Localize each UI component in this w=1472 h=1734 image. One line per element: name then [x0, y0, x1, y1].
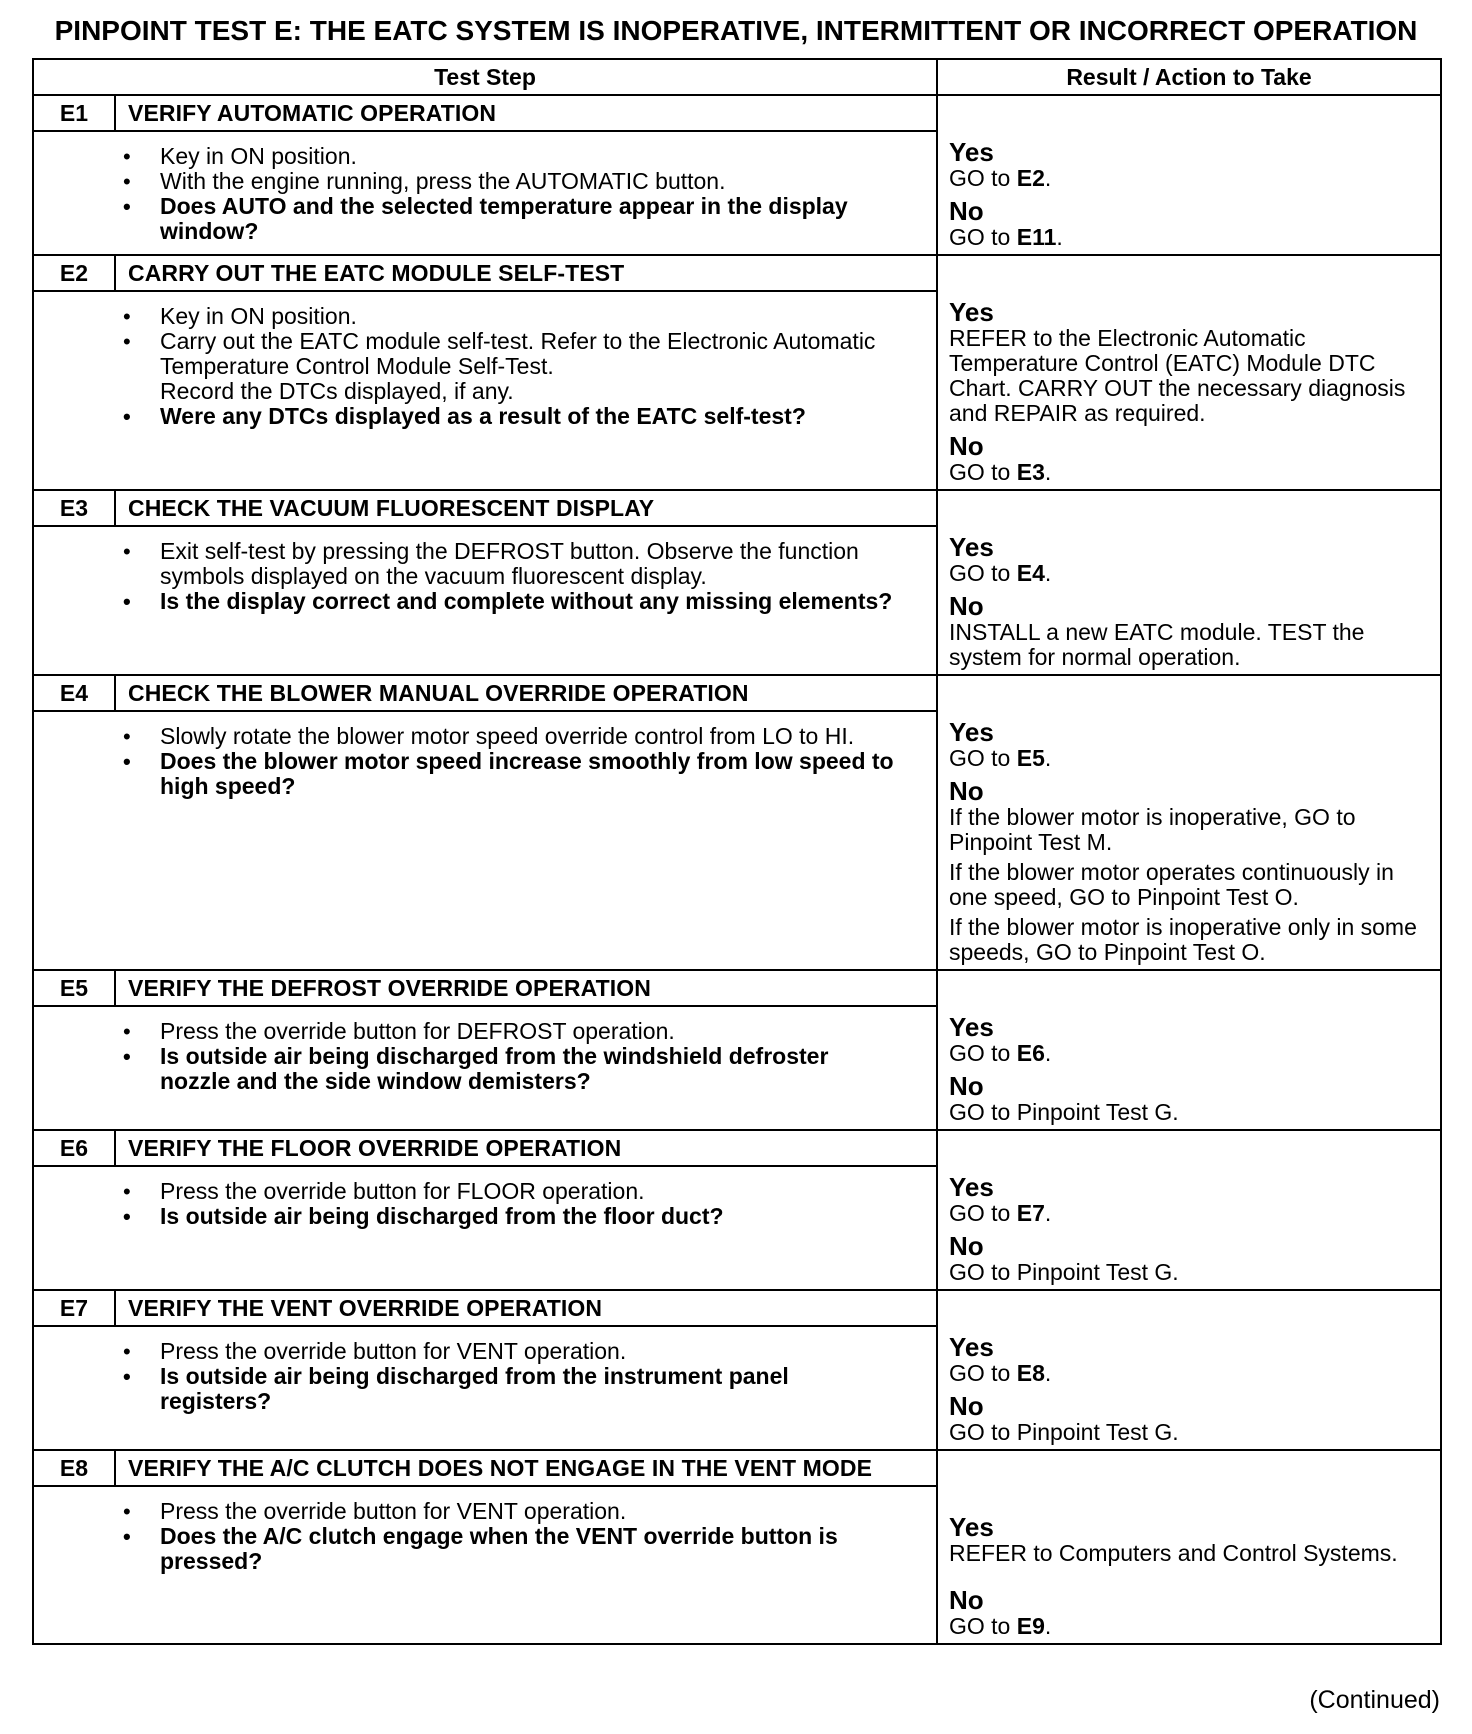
- instruction-text: Carry out the EATC module self-test. Refer to the Electronic Automatic Temperature Control Module Self-Test.: [160, 328, 876, 379]
- instruction-text: With the engine running, press the AUTOMATIC button.: [160, 168, 726, 194]
- step-instructions: [34, 712, 936, 807]
- instruction-text: Key in ON position.: [160, 143, 357, 169]
- continued-note: (Continued): [1309, 1686, 1440, 1714]
- no-label: No: [949, 591, 984, 621]
- no-suffix: .: [1044, 1613, 1052, 1639]
- yes-action: [949, 746, 1432, 771]
- result-yes: [949, 298, 1432, 426]
- step-question: [160, 1204, 896, 1229]
- step-instructions: [34, 1167, 936, 1237]
- yes-label: Yes: [949, 1512, 994, 1542]
- pinpoint-test-table: [32, 58, 1442, 1645]
- yes-suffix: .: [1044, 1360, 1052, 1386]
- step-instructions: [34, 1327, 936, 1422]
- no-label: No: [949, 431, 984, 461]
- step-title: VERIFY THE FLOOR OVERRIDE OPERATION: [128, 1135, 622, 1161]
- no-label: No: [949, 196, 984, 226]
- test-step-cell: [34, 96, 938, 256]
- instruction-text: Were any DTCs displayed as a result of the EATC self-test?: [160, 403, 806, 429]
- instruction-text: Is outside air being discharged from the instrument panel registers?: [160, 1363, 789, 1414]
- result-yes: [949, 533, 1432, 586]
- result-yes: [949, 138, 1432, 191]
- step-title: VERIFY THE VENT OVERRIDE OPERATION: [128, 1295, 603, 1321]
- step-instructions: [34, 292, 936, 437]
- step-question: [160, 1044, 896, 1094]
- step-instruction: [160, 1339, 896, 1364]
- step-instruction: [160, 1019, 896, 1044]
- step-header-row: [34, 971, 936, 1007]
- no-label: No: [949, 1231, 984, 1261]
- result-cell: [938, 1291, 1440, 1451]
- yes-label: Yes: [949, 297, 994, 327]
- instruction-text: Press the override button for FLOOR operation.: [160, 1178, 645, 1204]
- yes-action: [949, 1361, 1432, 1386]
- instruction-text: Does the A/C clutch engage when the VENT override button is pressed?: [160, 1523, 838, 1574]
- yes-action-text: GO to: [949, 1040, 1017, 1066]
- step-instruction: [160, 169, 896, 194]
- step-instruction: [160, 304, 896, 329]
- result-no: [949, 1072, 1432, 1125]
- yes-action: [949, 326, 1432, 426]
- yes-label: Yes: [949, 1332, 994, 1362]
- no-action-text: GO to: [949, 1613, 1017, 1639]
- result-yes: [949, 1513, 1432, 1566]
- result-no: [949, 777, 1432, 965]
- result-cell: [938, 1131, 1440, 1291]
- step-header-row: [34, 256, 936, 292]
- yes-label: Yes: [949, 1012, 994, 1042]
- yes-label: Yes: [949, 532, 994, 562]
- step-header-row: [34, 676, 936, 712]
- result-yes: [949, 1333, 1432, 1386]
- instruction-text: Exit self-test by pressing the DEFROST button. Observe the function symbols displayed on the vacuum fluorescent display.: [160, 538, 859, 589]
- step-title: VERIFY AUTOMATIC OPERATION: [128, 100, 497, 126]
- instruction-text: Does the blower motor speed increase smoothly from low speed to high speed?: [160, 748, 894, 799]
- test-step-cell: [34, 971, 938, 1131]
- step-header-row: [34, 1451, 936, 1487]
- page-title: PINPOINT TEST E: THE EATC SYSTEM IS INOPERATIVE, INTERMITTENT OR INCORRECT OPERATION: [54, 15, 1418, 46]
- yes-step-ref: E6: [1016, 1040, 1045, 1066]
- test-step-cell: [34, 1451, 938, 1643]
- result-no: [949, 1586, 1432, 1639]
- no-action-text: GO to: [949, 459, 1017, 485]
- step-id: E7: [34, 1291, 116, 1325]
- no-action-text: INSTALL a new EATC module. TEST the system for normal operation.: [949, 619, 1365, 670]
- result-no: [949, 432, 1432, 485]
- step-header-row: [34, 96, 936, 132]
- no-action-text: GO to Pinpoint Test G.: [949, 1259, 1179, 1285]
- step-question: [160, 194, 896, 244]
- yes-action: [949, 561, 1432, 586]
- result-cell: [938, 676, 1440, 971]
- no-action: [949, 620, 1432, 670]
- yes-action: [949, 1041, 1432, 1066]
- result-cell: [938, 1451, 1440, 1643]
- instruction-text: Is outside air being discharged from the windshield defroster nozzle and the side window demisters?: [160, 1043, 829, 1094]
- yes-step-ref: E2: [1016, 165, 1045, 191]
- no-action-text: If the blower motor is inoperative, GO to Pinpoint Test M.: [949, 804, 1356, 855]
- step-title: CHECK THE BLOWER MANUAL OVERRIDE OPERATION: [128, 680, 749, 706]
- step-instruction: [160, 539, 896, 589]
- test-step-cell: [34, 676, 938, 971]
- yes-action-text: GO to: [949, 1360, 1017, 1386]
- result-no: [949, 197, 1432, 250]
- instruction-text: Key in ON position.: [160, 303, 357, 329]
- step-header-row: [34, 491, 936, 527]
- yes-step-ref: E8: [1016, 1360, 1045, 1386]
- no-action-text: GO to: [949, 224, 1017, 250]
- no-action: [949, 225, 1432, 250]
- no-label: No: [949, 776, 984, 806]
- instruction-text: Press the override button for DEFROST operation.: [160, 1018, 675, 1044]
- step-instruction: [160, 1179, 896, 1204]
- yes-suffix: .: [1044, 1200, 1052, 1226]
- no-suffix: .: [1044, 459, 1052, 485]
- no-action: [949, 805, 1432, 855]
- yes-action-text: GO to: [949, 560, 1017, 586]
- result-cell: [938, 96, 1440, 256]
- yes-suffix: .: [1044, 165, 1052, 191]
- yes-label: Yes: [949, 137, 994, 167]
- step-title: CHECK THE VACUUM FLUORESCENT DISPLAY: [128, 495, 655, 521]
- step-question: [160, 1524, 896, 1574]
- step-question: [160, 1364, 896, 1414]
- step-id: E5: [34, 971, 116, 1005]
- step-question: [160, 589, 896, 614]
- no-label: No: [949, 1071, 984, 1101]
- no-suffix: .: [1056, 224, 1063, 250]
- yes-action-text: GO to: [949, 165, 1017, 191]
- instruction-text: Press the override button for VENT operation.: [160, 1338, 627, 1364]
- result-cell: [938, 491, 1440, 676]
- test-step-cell: [34, 1291, 938, 1451]
- step-id: E1: [34, 96, 116, 130]
- yes-action: [949, 1541, 1432, 1566]
- yes-action-text: REFER to the Electronic Automatic Temperature Control (EATC) Module DTC Chart. CARRY OUT the necessary diagnosis and REPAIR as required.: [949, 325, 1406, 426]
- no-action-extra: If the blower motor is inoperative only in some speeds, GO to Pinpoint Test O.: [949, 914, 1417, 965]
- yes-action: [949, 166, 1432, 191]
- step-instructions: [34, 132, 936, 252]
- no-step-ref: E3: [1016, 459, 1045, 485]
- result-yes: [949, 1013, 1432, 1066]
- result-yes: [949, 1173, 1432, 1226]
- step-id: E2: [34, 256, 116, 290]
- yes-step-ref: E7: [1016, 1200, 1045, 1226]
- step-title: CARRY OUT THE EATC MODULE SELF-TEST: [128, 260, 625, 286]
- test-step-cell: [34, 256, 938, 491]
- no-action: [949, 1614, 1432, 1639]
- yes-action-text: GO to: [949, 1200, 1017, 1226]
- step-id: E6: [34, 1131, 116, 1165]
- yes-suffix: .: [1044, 1040, 1052, 1066]
- step-id: E4: [34, 676, 116, 710]
- result-no: [949, 592, 1432, 670]
- yes-step-ref: E4: [1016, 560, 1045, 586]
- step-instruction: [160, 1499, 896, 1524]
- column-header-result: Result / Action to Take: [938, 60, 1440, 96]
- yes-suffix: .: [1044, 560, 1052, 586]
- no-label: No: [949, 1585, 984, 1615]
- result-yes: [949, 718, 1432, 771]
- instruction-extra-text: Record the DTCs displayed, if any.: [160, 378, 514, 404]
- yes-action-text: GO to: [949, 745, 1017, 771]
- step-instructions: [34, 1487, 936, 1582]
- instruction-text: Is outside air being discharged from the floor duct?: [160, 1203, 724, 1229]
- step-id: E3: [34, 491, 116, 525]
- step-instructions: [34, 527, 936, 622]
- step-question: [160, 404, 896, 429]
- result-cell: [938, 971, 1440, 1131]
- no-action: [949, 1260, 1432, 1285]
- instruction-text: Slowly rotate the blower motor speed override control from LO to HI.: [160, 723, 855, 749]
- column-header-test-step: Test Step: [34, 60, 938, 96]
- step-instruction: [160, 329, 896, 404]
- result-no: [949, 1232, 1432, 1285]
- result-no: [949, 1392, 1432, 1445]
- instruction-text: Does AUTO and the selected temperature appear in the display window?: [160, 193, 848, 244]
- result-cell: [938, 256, 1440, 491]
- yes-action: [949, 1201, 1432, 1226]
- no-step-ref: E9: [1016, 1613, 1045, 1639]
- yes-label: Yes: [949, 1172, 994, 1202]
- no-action: [949, 1420, 1432, 1445]
- yes-suffix: .: [1044, 745, 1052, 771]
- step-header-row: [34, 1131, 936, 1167]
- test-step-cell: [34, 491, 938, 676]
- step-header-row: [34, 1291, 936, 1327]
- yes-step-ref: E5: [1016, 745, 1045, 771]
- step-title: VERIFY THE DEFROST OVERRIDE OPERATION: [128, 975, 651, 1001]
- instruction-text: Is the display correct and complete without any missing elements?: [160, 588, 893, 614]
- step-instruction: [160, 724, 896, 749]
- step-id: E8: [34, 1451, 116, 1485]
- step-question: [160, 749, 896, 799]
- instruction-text: Press the override button for VENT operation.: [160, 1498, 627, 1524]
- step-title: VERIFY THE A/C CLUTCH DOES NOT ENGAGE IN THE VENT MODE: [128, 1455, 873, 1481]
- no-action-text: GO to Pinpoint Test G.: [949, 1099, 1179, 1125]
- test-step-cell: [34, 1131, 938, 1291]
- step-instructions: [34, 1007, 936, 1102]
- no-action: [949, 1100, 1432, 1125]
- no-label: No: [949, 1391, 984, 1421]
- no-action-text: GO to Pinpoint Test G.: [949, 1419, 1179, 1445]
- step-instruction: [160, 144, 896, 169]
- no-action: [949, 460, 1432, 485]
- no-step-ref: E11: [1016, 224, 1057, 250]
- no-action-extra: If the blower motor operates continuously in one speed, GO to Pinpoint Test O.: [949, 859, 1394, 910]
- yes-label: Yes: [949, 717, 994, 747]
- yes-action-text: REFER to Computers and Control Systems.: [949, 1540, 1398, 1566]
